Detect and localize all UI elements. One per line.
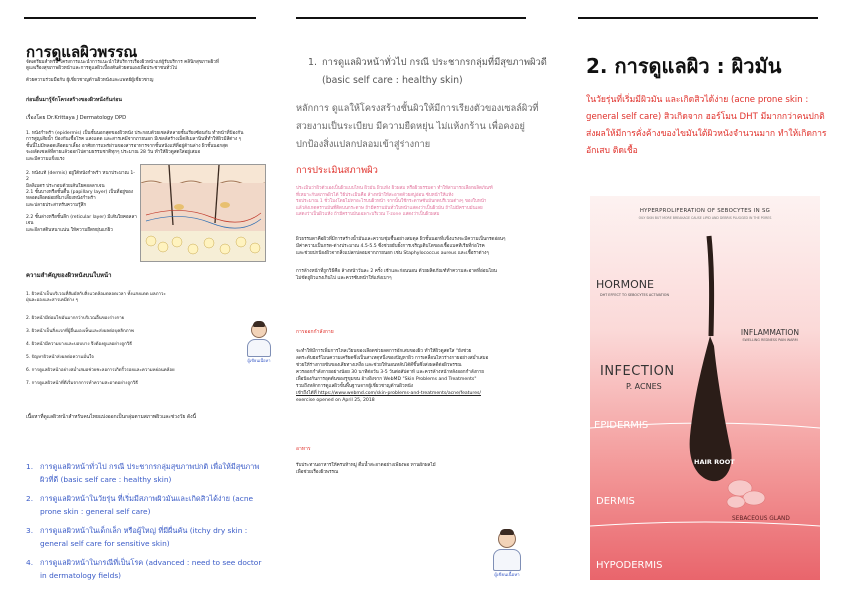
infection-sublabel: P. ACNES bbox=[626, 382, 662, 391]
groups-intro: เนื้อหาที่ดูแลผิวหน้าสำหรับคนไทยแบ่งออกเป็นกลุ่มตามสภาพผิวและช่วงวัย ดังนี้ bbox=[26, 414, 196, 420]
care-groups-list bbox=[26, 460, 266, 582]
text-line: การล้างหน้าที่ถูกวิธีคือ ล้างหน้าวันละ 2 ครั้ง เช้าและก่อนนอน ด้วยผลิตภัณฑ์ทำความสะอาดที่อ่อนโยน bbox=[296, 269, 497, 274]
list-item bbox=[26, 524, 266, 550]
assessment-heading: การประเมินสภาพผิว bbox=[296, 165, 378, 176]
text-line: หลอดเลือดฝอยที่มาเลี้ยงหนังกำพร้า bbox=[26, 196, 96, 202]
fact-line: 2. ผิวหน้ามีต่อมไขมันมากกว่าบริเวณอื่นของร่างกาย bbox=[26, 316, 125, 321]
fact-line: 3. ผิวหน้าเป็นสิ่งแรกที่ผู้อื่นมองเห็นและส่งผลต่อบุคลิกภาพ bbox=[26, 329, 134, 334]
list-text: การดูแลผิวหน้าในวัยรุ่น ที่เริ่มมีสภาพผิวมันและเกิดสิวได้ง่าย (acne prone skin : general self care) bbox=[40, 494, 254, 516]
column-left bbox=[0, 0, 282, 595]
text-line: การสูญเสียน้ำ ป้องกันเชื้อโรค แสงแดด และสารเคมีจากภายนอก มีเซลล์สร้างเม็ดสีเมลานินที่ทำให้ผิวมีสีต่าง ๆ bbox=[26, 137, 242, 143]
text-line: ควรออกกำลังกายอย่างน้อย 30 นาทีต่อวัน 3-5 วันต่อสัปดาห์ และควรล้างหน้าหลังออกกำลังกาย bbox=[296, 370, 484, 375]
section-1-heading bbox=[308, 54, 548, 90]
fact-line: 1. ผิวหน้าเป็นบริเวณที่สัมผัสกับสิ่งแวดล้อมตลอดเวลา ทั้งแสงแดด มลภาวะ bbox=[26, 292, 166, 297]
list-number: 3. bbox=[26, 526, 34, 535]
fact-line: ฝุ่นละอองและสารเคมีต่าง ๆ bbox=[26, 298, 78, 303]
principle-text: หลักการ ดูแลให้โครงสร้างชั้นผิวให้มีการเรียงตัวของเซลล์ผิวที่สวยงามเป็นระเบียบ มีความยืดหยุ่น ไม่แห้งกร้าน เพื่อคงอยู่ปกป้องสิ่งแปลกปลอมเข้าสู่ร่างกาย bbox=[296, 103, 539, 150]
dermis-label: DERMIS bbox=[596, 496, 635, 507]
column-middle bbox=[282, 0, 564, 595]
text-line: แล้วสังเกตคราบมันที่ติดบนกระดาษ ถ้ามีคราบมันทั่วใบหน้าแสดงว่าเป็นผิวมัน ถ้าไม่มีคราบมันเลย bbox=[296, 205, 483, 211]
normal-skin-paragraph bbox=[296, 236, 548, 257]
infographic-title: HYPERPROLIFERATION OF SEBOCYTES IN SG bbox=[639, 208, 771, 214]
text-line: ชั้นนี้ไม่มีหลอดเลือดมาเลี้ยง อาศัยการแพร่ผ่านของสารอาหารจากชั้นหนังแท้ที่อยู่ด้านล่าง ผิวชั้นนอกสุด bbox=[26, 143, 228, 149]
text-line: exercise opened on April 25, 2018 bbox=[296, 398, 375, 403]
intro-block bbox=[26, 60, 262, 73]
hormone-sublabel: DHT EFFECT TO SEBOCYTES ACTIVATION bbox=[600, 293, 670, 297]
note: ด้วยความร่วมมือกับ ผู้เชี่ยวชาญด้านผิวหนังและแพทย์ผู้เชี่ยวชาญ bbox=[26, 78, 154, 83]
text-line: และปลายประสาทรับความรู้สึก bbox=[26, 202, 87, 208]
hair-follicle-icon bbox=[590, 196, 820, 580]
fact-line: 5. ปัญหาผิวหน้าส่งผลต่อความมั่นใจ bbox=[26, 355, 94, 360]
epidermis-label: EPIDERMIS bbox=[594, 420, 649, 431]
text-line: เพื่อป้องกันการอุดตันของรูขุมขน อ้างอิงจาก WebMD "Skin Problems and Treatments" bbox=[296, 377, 477, 382]
text-line: ผิวธรรมดาคือผิวที่มีการสร้างน้ำมันและความชุ่มชื้นอย่างสมดุล ผิวชั้นนอกที่แข็งแรงจะมีความเป็นกรดอ่อนๆ bbox=[296, 237, 506, 242]
text-line: ประเมินว่าผิวตัวเองเป็นผิวแบบไหน ผิวมัน ผิวแห้ง ผิวผสม หรือผิวธรรมดา ทำให้สามารถเลือกผลิตภัณฑ์ bbox=[296, 186, 493, 191]
text-line: ไม่ขัดถูผิวแรงเกินไป และควรซับหน้าให้แห้งเบาๆ bbox=[296, 276, 392, 281]
assessment-paragraph bbox=[296, 186, 548, 219]
oily-skin-description: ในวัยรุ่นที่เริ่มมีผิวมัน และเกิดสิวได้ง่าย (acne prone skin : general self care) สิวเกิดจาก ฮอร์โมน DHT มีมากกว่าคนปกติ ส่งผลให้มีการคั่งค้างของไขมันใต้ผิวหนังจำนวนมาก ทำให้เกิดการอักเสบ ติดเชื้อ bbox=[586, 95, 827, 156]
column-right bbox=[564, 0, 842, 595]
paragraph-papillary bbox=[26, 190, 138, 209]
text-line: จะทำให้มีการเพิ่มการไหลเวียนของเลือดช่วยลดการอักเสบของผิว ทำให้ผิวดูสดใส "ยังช่วย bbox=[296, 349, 472, 354]
text-line: แสดงว่าเป็นผิวแห้ง ถ้ามีคราบมันเฉพาะบริเวณ T-zone แสดงว่าเป็นผิวผสม bbox=[296, 212, 440, 218]
paragraph-epidermis bbox=[26, 131, 264, 163]
heading-number: 1. bbox=[308, 57, 317, 68]
paragraph-dermis bbox=[26, 171, 136, 190]
doctor-head-icon bbox=[498, 530, 516, 548]
text-line: รับประทานอาหารให้ครบห้าหมู่ ดื่มน้ำสะอาดอย่างเพียงพอ ทานผักผลไม้ bbox=[296, 463, 436, 468]
list-number: 1. bbox=[26, 462, 34, 471]
hormone-label: HORMONE bbox=[596, 278, 654, 291]
paragraph-reticular bbox=[26, 215, 138, 234]
doctor-caption: ผู้เขียนเนื้อหา bbox=[494, 573, 520, 578]
skin-diagram-icon bbox=[141, 165, 265, 261]
inflammation-label: INFLAMMATION bbox=[740, 328, 800, 337]
page-title: การดูแลผิวพรรณ bbox=[26, 43, 138, 61]
text-line: และมีความแข็งแรง bbox=[26, 156, 65, 162]
food-paragraph bbox=[296, 462, 496, 476]
list-text: การดูแลผิวหน้าทั่วไป กรณี ประชากรกลุ่มสุขภาพปกติ เพื่อให้มีสุขภาพผิวที่ดี (basic self care : healthy skin) bbox=[40, 462, 260, 484]
section-2-heading: 2. การดูแลผิว : ผิวมัน bbox=[586, 54, 782, 78]
doctor-avatar bbox=[490, 530, 524, 578]
list-number: 2. bbox=[26, 494, 34, 503]
inflammation-sublabel: SWELLING REDNESS PAIN WARM bbox=[742, 338, 798, 342]
fact-line: 7. การดูแลผิวหน้าที่ดีเริ่มจากการทำความสะอาดอย่างถูกวิธี bbox=[26, 381, 138, 386]
fact-line: 4. ผิวหน้ามีความบางและบอบบาง จึงต้องดูแลอย่างถูกวิธี bbox=[26, 342, 132, 347]
text-line: 2.2 ชั้นล่างหรือชั้นลึก (reticular layer) มีเส้นใยคอลลาเจน bbox=[26, 215, 137, 227]
doctor-head-icon bbox=[251, 322, 267, 338]
list-item bbox=[26, 460, 266, 486]
infographic-subtitle: OILY SKIN BUT MORE BREAKAGE CAUSE LIPID AND DEBRIS PLUGGED IN THE PORES bbox=[638, 216, 772, 220]
food-heading: อาหาร bbox=[296, 446, 311, 452]
text-line: มิลลิเมตร ประกอบด้วยเส้นใยคอลลาเจน bbox=[26, 183, 105, 189]
face-facts-list bbox=[26, 292, 236, 390]
text-line: และอีลาสตินหนาแน่น ให้ความยืดหยุ่นแก่ผิว bbox=[26, 227, 113, 233]
list-item bbox=[26, 556, 266, 582]
author-line: เรื่องโดย Dr.Krittaya J Dermatology DPD bbox=[26, 115, 127, 121]
exercise-heading: การออกกำลังกาย bbox=[296, 329, 334, 335]
hair-root-label: HAIR ROOT bbox=[694, 458, 735, 466]
section-heading: ก่อนอื่นมารู้จักโครงสร้างของผิวหนังกันก่อน bbox=[26, 97, 122, 103]
text-line: 2. หนังแท้ (dermis) อยู่ใต้หนังกำพร้า หนาประมาณ 1-2 bbox=[26, 171, 135, 183]
intro-line: จัดเตรียมสำหรับ โครงการแนะนำการแนะนำให้บริการเรื่องผิวหน้าแก่ผู้รับบริการ คลินิกสุขภาพผิวที่ bbox=[26, 60, 219, 65]
skin-layers-illustration bbox=[140, 164, 266, 262]
doctor-caption: ผู้เขียนเนื้อหา bbox=[247, 358, 271, 363]
doctor-coat-icon bbox=[247, 339, 271, 357]
hypodermis-label: HYPODERMIS bbox=[596, 560, 663, 571]
text-line: ที่เหมาะกับสภาพผิวได้ วิธีประเมินคือ ล้างหน้าให้สะอาดด้วยสบู่อ่อน ซับหน้าให้แห้ง bbox=[296, 192, 454, 198]
acne-infographic bbox=[590, 196, 820, 580]
text-line: 2.1 ชั้นบางหรือชั้นตื้น (papillary layer) เป็นที่อยู่ของ bbox=[26, 190, 134, 195]
fact-line: 6. การดูแลผิวหน้าอย่างสม่ำเสมอช่วยชะลอการเกิดริ้วรอยและความหย่อนคล้อย bbox=[26, 368, 175, 373]
text-line: จะผลัดเซลล์ที่ตายแล้วออกไปตามธรรมชาติทุกๆ ประมาณ 28 วัน ทำให้ผิวดูสดใสอยู่เสมอ bbox=[26, 150, 201, 156]
washing-paragraph bbox=[296, 268, 548, 282]
section-heading-face: ความสำคัญของผิวหนังบนใบหน้า bbox=[26, 272, 112, 279]
list-item bbox=[26, 492, 266, 518]
infection-label: INFECTION bbox=[600, 364, 675, 379]
doctor-coat-icon bbox=[493, 549, 521, 571]
text-line: และช่วยปกป้องผิวจากสิ่งแปลกปลอมจากภายนอก เช่น Staphylococcus aureus และเชื้อราต่างๆ bbox=[296, 251, 489, 256]
list-text: การดูแลผิวหน้าในกรณีที่เป็นโรค (advanced : need to see doctor in dermatology fields) bbox=[40, 558, 262, 580]
intro-line: ดูแลเรื่องสุขภาพผิวหน้าและการดูแลผิวเบื้องต้นด้วยตนเองเพื่อประชาชนทั่วไป bbox=[26, 66, 178, 72]
list-text: การดูแลผิวหน้าในเด็กเล็ก หรือผู้ใหญ่ ที่มีผื่นคัน (itchy dry skin : general self care for sensitive skin) bbox=[40, 526, 248, 548]
heading-text: การดูแลผิวหน้าทั่วไป กรณี ประชากรกลุ่มที่มีสุขภาพผิวดี (basic self care : healthy skin) bbox=[322, 57, 547, 86]
text-line: ช่วยให้ร่างกายขับของเสียทางเหงื่อ และช่วยให้นอนหลับได้ดีขึ้นซึ่งส่งผลดีต่อผิวพรรณ bbox=[296, 363, 462, 368]
text-line: เพื่อช่วยเรื่องผิวพรรณ bbox=[296, 470, 339, 475]
text-line: ลดระดับฮอร์โมนความเครียดซึ่งเป็นสาเหตุหนึ่งของปัญหาผิว การเคลื่อนไหวร่างกายอย่างสม่ำเสมอ bbox=[296, 356, 489, 361]
text-line: รวมถึงหลักการดูแลผิวขั้นพื้นฐานจากผู้เชี่ยวชาญด้านผิวหนัง bbox=[296, 384, 413, 389]
sebaceous-gland-label: SEBACEOUS GLAND bbox=[732, 516, 790, 522]
reference-link[interactable]: เข้าถึงได้ที่ https://www.webmd.com/skin-problems-and-treatments/acne/features/ bbox=[296, 391, 481, 396]
text-line: 1. หนังกำพร้า (epidermis) เป็นชั้นนอกสุดของผิวหนัง ประกอบด้วยเซลล์หลายชั้นเรียงซ้อนกัน ทำหน้าที่ป้องกัน bbox=[26, 131, 244, 136]
list-number: 4. bbox=[26, 558, 34, 567]
exercise-paragraph bbox=[296, 348, 550, 404]
text-line: รอประมาณ 1 ชั่วโมงโดยไม่ทาอะไรบนผิวหน้า จากนั้นใช้กระดาษซับมันกดบริเวณต่างๆ ของใบหน้า bbox=[296, 199, 487, 205]
text-line: มีค่าความเป็นกรด-ด่างประมาณ 4.5-5.5 ซึ่งช่วยยับยั้งการเจริญเติบโตของเชื้อแบคทีเรียที่ก่อโรค bbox=[296, 244, 485, 249]
doctor-avatar bbox=[244, 322, 274, 364]
